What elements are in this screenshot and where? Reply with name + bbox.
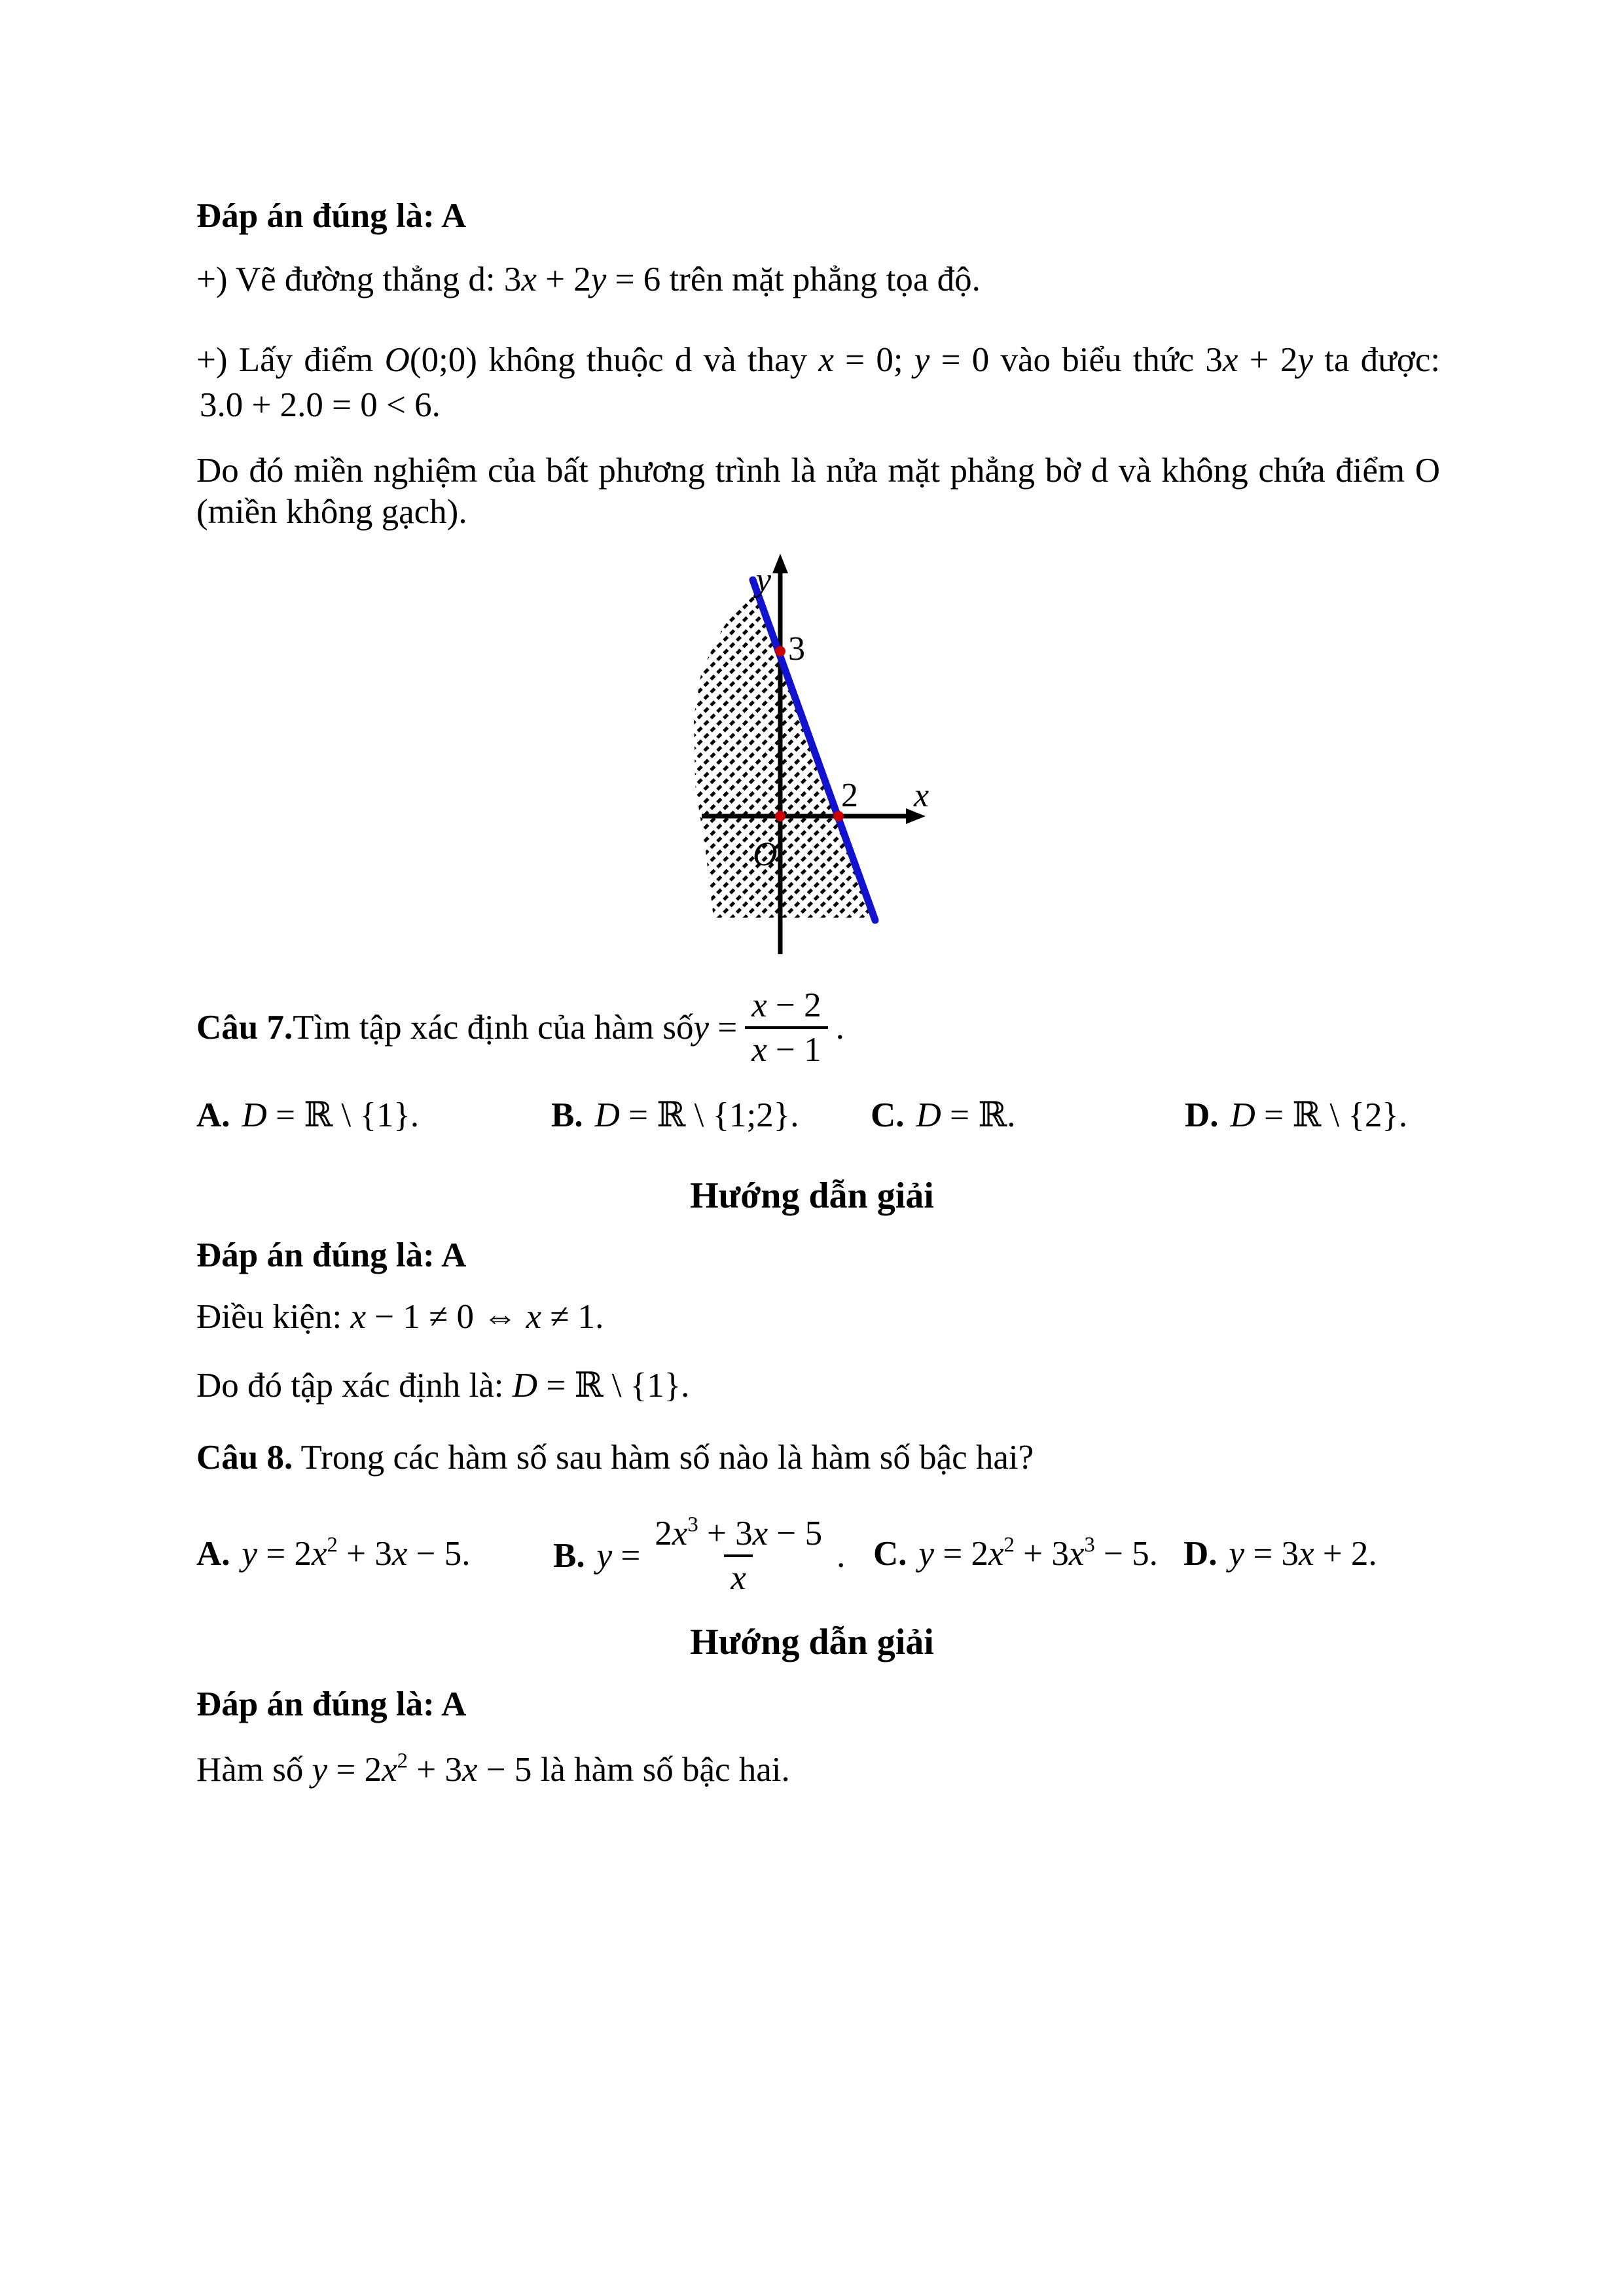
solution-region-graph [668,550,943,969]
q7-conclusion-math: D = ℝ \ {1}. [512,1367,690,1405]
origin-label: O [753,836,778,873]
q8-question [196,1437,1034,1479]
q7-condition-text: Điều kiện: [196,1298,351,1336]
q6-step1-tail: trên mặt phẳng tọa độ. [660,260,981,298]
x-intercept-label: 2 [841,777,858,814]
y-intercept-point [775,646,785,656]
q8-option-d-label: D. [1183,1535,1218,1573]
q8-final-text2: là hàm số bậc hai. [532,1751,790,1789]
q7-question [196,982,844,1073]
q8-option-c-value: $y = 2x^2 + 3x^3 - 5$. [918,1533,1158,1573]
q6-step2-substitution: x = 0; y = 0 [818,341,990,379]
q6-step2-text1: +) Lấy điểm [196,341,385,379]
q8-option-d [1183,1534,1377,1575]
q6-step1 [196,259,981,300]
q7-guide-heading: Hướng dẫn giải [690,1175,934,1216]
q6-step2-expression: 3x + 2y [1205,341,1313,379]
q7-option-a [196,1095,419,1136]
q8-option-c [873,1534,1158,1575]
q8-answer-heading: Đáp án đúng là: A [196,1685,467,1723]
q7-number: Câu 7. [196,1008,293,1047]
q7-option-a-value: D = ℝ \ {1}. [242,1096,420,1134]
q8-option-b-numerator: $2x^3 + 3x - 5$ [655,1513,823,1552]
q8-final-text1: Hàm số [196,1751,312,1789]
hatched-region [694,584,874,918]
x-axis-label: x [914,777,929,814]
q7-conclusion-text: Do đó tập xác định là: [196,1367,513,1405]
q8-option-b [553,1505,845,1607]
q6-step2-result: 3.0 + 2.0 = 0 < 6. [200,386,441,424]
q7-prompt: Tìm tập xác định của hàm số [293,1008,694,1047]
q6-step2-point: O(0;0) [384,341,477,379]
q7-fraction [745,984,827,1071]
q8-option-a [196,1534,470,1575]
q7-option-b-value: D = ℝ \ {1;2}. [594,1096,799,1134]
q8-option-b-punct: . [837,1536,846,1575]
q8-prompt: Trong các hàm số sau hàm số nào là hàm số bậc hai? [293,1439,1034,1477]
q7-condition-math: x − 1 ≠ 0 ⇔ x ≠ 1. [350,1298,604,1336]
q6-step2-text3: vào biểu thức [989,341,1206,379]
q7-conclusion [196,1365,689,1407]
q6-step2 [196,340,1440,381]
q7-option-d-value: D = ℝ \ {2}. [1230,1096,1408,1134]
q6-step1-equation: 3x + 2y = 6 [503,260,661,298]
q8-option-b-fraction [648,1513,829,1599]
q7-function-lhs: y = [693,1008,738,1047]
y-axis-label: y [756,562,772,599]
q7-option-c-label: C. [871,1096,905,1134]
y-intercept-label: 3 [788,630,805,668]
q6-step1-text: +) Vẽ đường thẳng d: [196,260,504,298]
q8-final-statement [196,1749,790,1791]
q7-fraction-denominator: x − 1 [745,1026,827,1071]
q7-condition [196,1297,604,1338]
y-axis-arrow [772,554,788,573]
q8-option-d-value: y = 3x + 2. [1229,1535,1377,1573]
q7-option-d-label: D. [1185,1096,1219,1134]
q7-option-a-label: A. [196,1096,230,1134]
q7-fraction-numerator: x − 2 [751,986,821,1024]
q6-step2-text4: ta được: [1312,341,1441,379]
q7-option-c-value: D = ℝ. [916,1096,1016,1134]
q7-end-punct: . [835,1008,844,1047]
q8-option-c-label: C. [873,1535,907,1573]
q8-final-math: $y = 2x^2 + 3x - 5$ [312,1749,532,1789]
origin-point [775,811,785,821]
q6-step2-text2: không thuộc d và thay [477,341,819,379]
q8-option-b-lhs: y = [596,1536,641,1575]
q8-guide-heading: Hướng dẫn giải [690,1622,934,1662]
q7-option-b [551,1095,799,1136]
q8-number: Câu 8. [196,1439,293,1477]
q6-answer-heading: Đáp án đúng là: A [196,197,467,235]
q8-option-b-denominator: x [724,1554,753,1599]
q8-option-a-label: A. [196,1535,230,1573]
q7-option-b-label: B. [551,1096,583,1134]
q8-option-a-value: $y = 2x^2 + 3x - 5$. [242,1533,471,1573]
q8-option-b-label: B. [553,1536,585,1575]
q6-conclusion: Do đó miền nghiệm của bất phương trình là nửa mặt phẳng bờ d và không chứa điểm O (miền không gạch). [196,452,1440,531]
q7-option-c [871,1095,1016,1136]
q7-answer-heading: Đáp án đúng là: A [196,1236,467,1274]
q7-option-d [1185,1095,1407,1136]
